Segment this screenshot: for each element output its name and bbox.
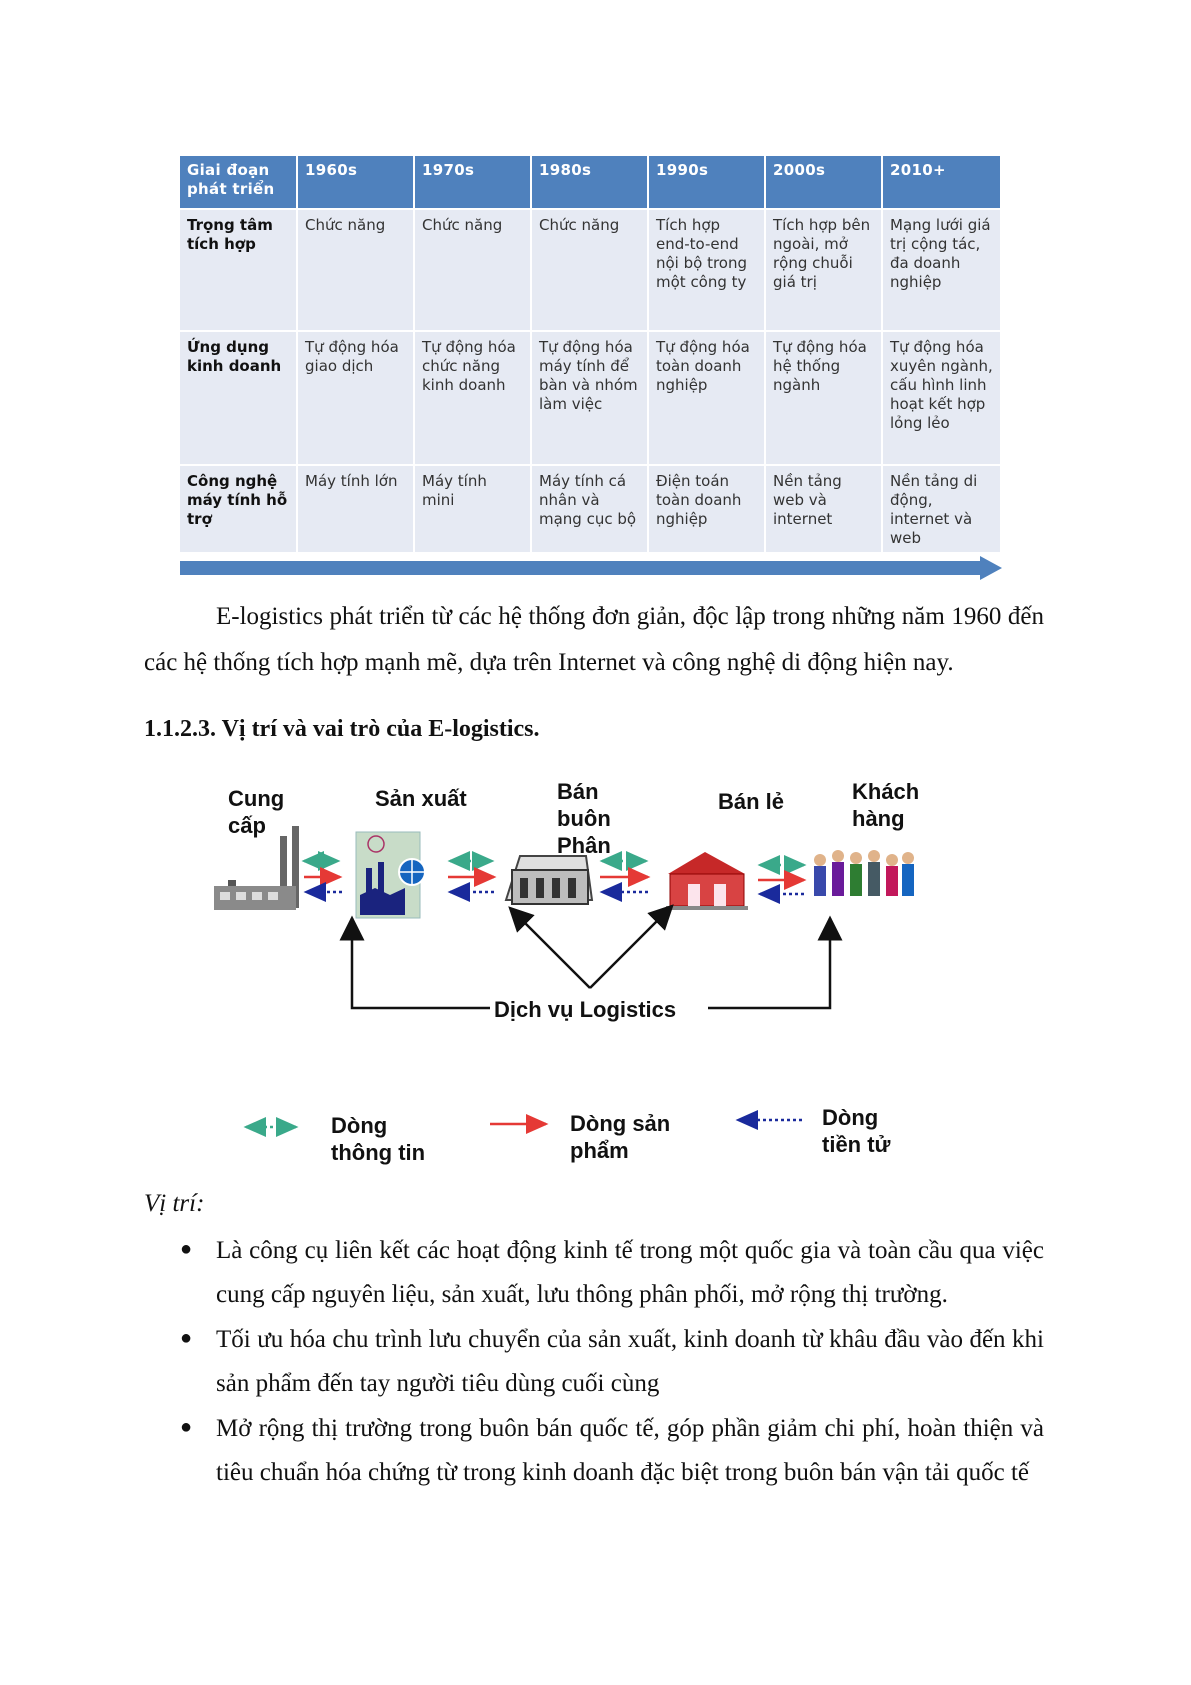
table-cell: Tích hợp end-to-end nội bộ trong một công ty [649, 208, 766, 330]
table-row [180, 208, 1002, 330]
legend-money-flow: Dòng tiền tử [822, 1105, 891, 1157]
table-cell: Tự động hóa chức năng kinh doanh [415, 330, 532, 464]
table-cell: Mạng lưới giá trị cộng tác, đa doanh nghiệp [883, 208, 1002, 330]
production-plant-icon [356, 832, 425, 918]
table-cell: Tự động hóa toàn doanh nghiệp [649, 330, 766, 464]
wholesale-warehouse-icon [506, 856, 592, 904]
bullet-icon: ● [180, 1416, 193, 1438]
table-cell: Tự động hóa giao dịch [298, 330, 415, 464]
table-cell: Nền tảng web và internet [766, 464, 883, 552]
table-cell: Chức năng [298, 208, 415, 330]
legend-info-flow: Dòng thông tin [331, 1113, 426, 1165]
intro-paragraph: E-logistics phát triển từ các hệ thống đơn giản, độc lập trong những năm 1960 đến các hệ thống tích hợp mạnh mẽ, dựa trên Internet và công nghệ di động hiện nay. [144, 603, 1044, 676]
section-heading: 1.1.2.3. Vị trí và vai trò của E-logistics. [144, 716, 540, 742]
customers-people-icon [814, 850, 914, 896]
table-cell: Nền tảng di động, internet và web [883, 464, 1002, 552]
table-header-cell: 1970s [415, 156, 532, 208]
bullet-item: Là công cụ liên kết các hoạt động kinh tế trong một quốc gia và toàn cầu qua việc cung cấp nguyên liệu, sản xuất, lưu thông phân phối, mở rộng thị trường. [216, 1237, 1044, 1308]
retail-store-icon [666, 852, 748, 910]
table-cell: Tự động hóa hệ thống ngành [766, 330, 883, 464]
node-label-customers: Khách hàng [852, 779, 920, 831]
logistics-service-label: Dịch vụ Logistics [494, 997, 677, 1022]
table-header-row [180, 156, 1002, 208]
table-header-cell: 2000s [766, 156, 883, 208]
evolution-table [180, 156, 1002, 552]
table-cell: Máy tính mini [415, 464, 532, 552]
logistics-connectors [352, 906, 830, 1008]
logistics-diagram [200, 770, 1000, 1170]
table-header-cell: Giai đoạn phát triển [180, 156, 298, 208]
evolution-table-figure [180, 156, 1002, 580]
table-header-cell: 2010+ [883, 156, 1002, 208]
table-header-cell: 1980s [532, 156, 649, 208]
bullet-item: Tối ưu hóa chu trình lưu chuyển của sản xuất, kinh doanh từ khâu đầu vào đến khi sản phẩm đến tay người tiêu dùng cuối cùng [216, 1326, 1044, 1397]
table-row-header: Ứng dụng kinh doanh [180, 330, 298, 464]
table-row-header: Công nghệ máy tính hỗ trợ [180, 464, 298, 552]
table-cell: Máy tính cá nhân và mạng cục bộ [532, 464, 649, 552]
node-label-retail: Bán lẻ [718, 789, 785, 814]
bullet-item: Mở rộng thị trường trong buôn bán quốc tế, góp phần giảm chi phí, hoàn thiện và tiêu chuẩn hóa chứng từ trong kinh doanh đặc biệt trong buôn bán vận tải quốc tế [216, 1415, 1044, 1486]
table-cell: Điện toán toàn doanh nghiệp [649, 464, 766, 552]
node-label-production: Sản xuất [375, 786, 467, 811]
table-cell: Chức năng [532, 208, 649, 330]
table-header-cell: 1990s [649, 156, 766, 208]
table-row-header: Trọng tâm tích hợp [180, 208, 298, 330]
table-cell: Tự động hóa xuyên ngành, cấu hình linh hoạt kết hợp lỏng lẻo [883, 330, 1002, 464]
table-cell: Máy tính lớn [298, 464, 415, 552]
table-cell: Chức năng [415, 208, 532, 330]
table-cell: Tự động hóa máy tính để bàn và nhóm làm việc [532, 330, 649, 464]
timeline-arrow-icon [180, 556, 1002, 580]
bullet-icon: ● [180, 1238, 193, 1260]
table-cell: Tích hợp bên ngoài, mở rộng chuỗi giá trị [766, 208, 883, 330]
table-header-cell: 1960s [298, 156, 415, 208]
bullet-icon: ● [180, 1327, 193, 1349]
legend-product-flow: Dòng sản phẩm [570, 1111, 671, 1163]
table-row [180, 464, 1002, 552]
position-label: Vị trí: [144, 1190, 205, 1217]
node-label-wholesale: Bán buôn Phân [557, 779, 611, 858]
table-row [180, 330, 1002, 464]
node-label-supplier: Cung cấp [228, 786, 285, 838]
